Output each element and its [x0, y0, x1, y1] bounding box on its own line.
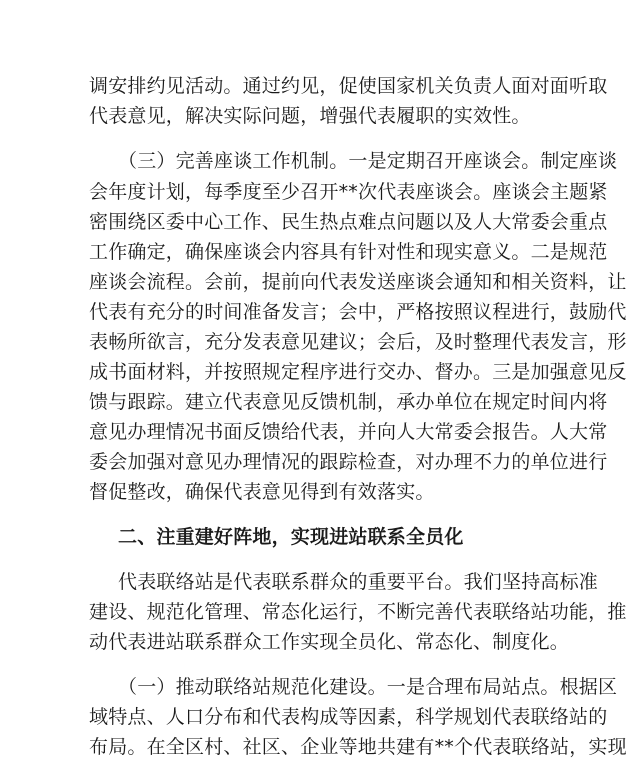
text-line: （三）完善座谈工作机制。一是定期召开座谈会。制定座谈: [118, 150, 618, 172]
text-line: 意见办理情况书面反馈给代表，并向人大常委会报告。人大常: [89, 421, 608, 443]
text-line: 表畅所欲言，充分发表意见建议；会后，及时整理代表发言，形: [89, 331, 627, 353]
text-line: 建设、规范化管理、常态化运行，不断完善代表联络站功能，推: [89, 601, 627, 623]
text-line: 代表意见，解决实际问题，增强代表履职的实效性。: [89, 105, 531, 127]
section-heading: 二、注重建好阵地，实现进站联系全员化: [118, 526, 464, 548]
text-line: 动代表进站联系群众工作实现全员化、常态化、制度化。: [89, 631, 570, 653]
text-line: 馈与跟踪。建立代表意见反馈机制，承办单位在规定时间内将: [89, 391, 608, 413]
text-line: （一）推动联络站规范化建设。一是合理布局站点。根据区: [118, 676, 618, 698]
text-line: 域特点、人口分布和代表构成等因素，科学规划代表联络站的: [89, 706, 608, 728]
text-line: 代表联络站是代表联系群众的重要平台。我们坚持高标准: [118, 571, 599, 593]
text-line: 委会加强对意见办理情况的跟踪检查，对办理不力的单位进行: [89, 451, 608, 473]
text-line: 督促整改，确保代表意见得到有效落实。: [89, 481, 435, 503]
text-line: 布局。在全区村、社区、企业等地共建有**个代表联络站，实现: [89, 736, 627, 758]
text-line: 密围绕区委中心工作、民生热点难点问题以及人大常委会重点: [89, 211, 608, 233]
text-line: 调安排约见活动。通过约见，促使国家机关负责人面对面听取: [89, 75, 608, 97]
text-line: 工作确定，确保座谈会内容具有针对性和现实意义。二是规范: [89, 241, 608, 263]
text-line: 会年度计划，每季度至少召开**次代表座谈会。座谈会主题紧: [89, 181, 608, 203]
text-line: 成书面材料，并按照规定程序进行交办、督办。三是加强意见反: [89, 361, 627, 383]
text-line: 代表有充分的时间准备发言；会中，严格按照议程进行，鼓励代: [89, 301, 627, 323]
text-line: 座谈会流程。会前，提前向代表发送座谈会通知和相关资料，让: [89, 271, 627, 293]
